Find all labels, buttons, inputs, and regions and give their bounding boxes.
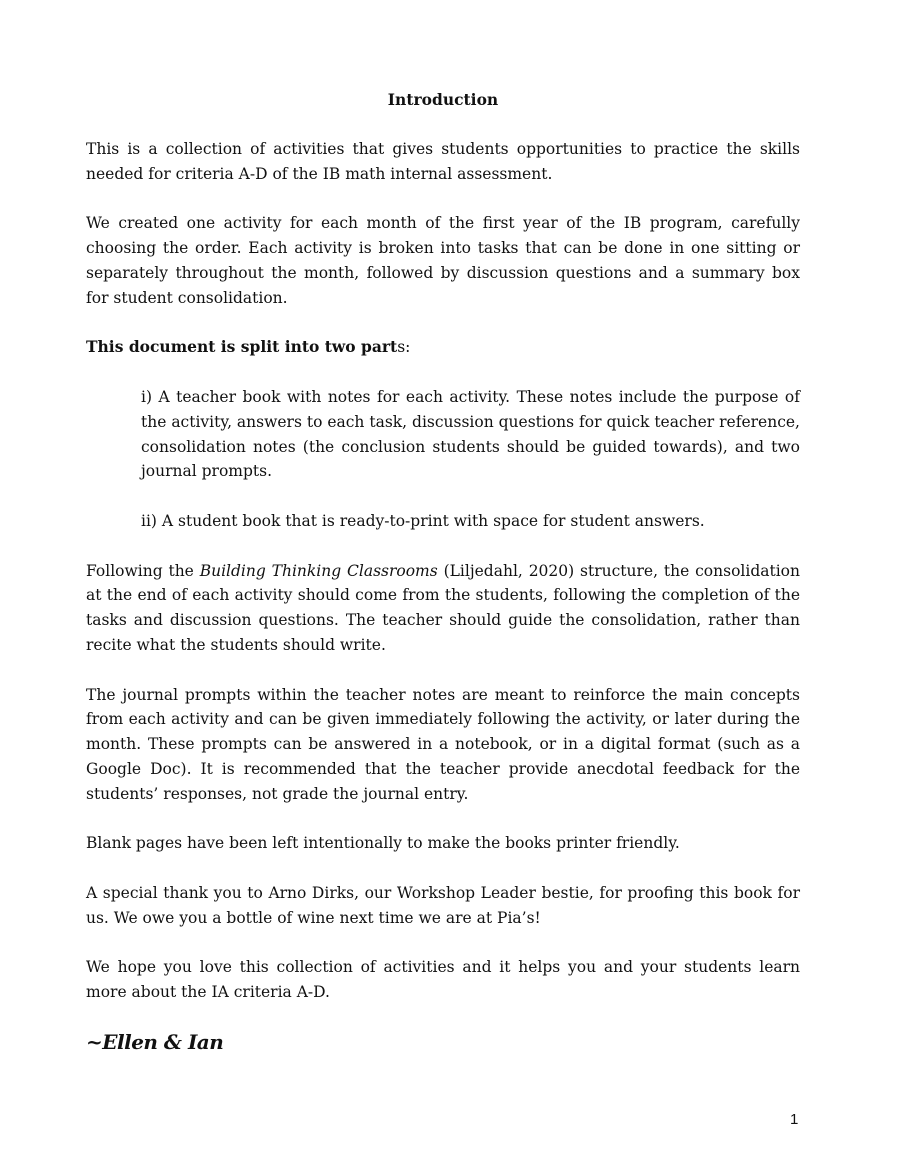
document-page [86,88,800,1054]
page-number: 1 [790,1111,799,1128]
btc-paragraph [86,559,800,658]
btc-book-title: Building Thinking Classrooms [199,561,438,580]
part-ii-paragraph: ii) A student book that is ready-to-print with space for student answers. [141,511,705,530]
activities-paragraph: We created one activity for each month of the first year of the IB program, carefully choosing the order. Each activity is broken into tasks that can be done in one sitting or separately throughout the month, followed by discussion questions and a summary box for student consolidation. [86,214,800,307]
split-heading [86,335,800,360]
blank-pages-paragraph: Blank pages have been left intentionally to make the books printer friendly. [86,834,680,853]
thanks-paragraph: A special thank you to Arno Dirks, our Workshop Leader bestie, for proofing this book for us. We owe you a bottle of wine next time we are at Pia’s! [86,883,800,927]
intro-paragraph: This is a collection of activities that gives students opportunities to practice the skills needed for criteria A-D of the IB math internal assessment. [86,140,800,183]
btc-before: Following the [86,561,200,580]
page-title: Introduction [387,90,499,109]
part-i-paragraph: i) A teacher book with notes for each activity. These notes include the purpose of the activity, answers to each task, discussion questions for quick teacher reference, consolidation notes (the conclusion students should be guided towards), and two journal prompts. [141,387,800,481]
split-heading-tail: s: [397,338,411,357]
split-heading-bold: This document is split into two part [86,337,398,357]
journal-paragraph: The journal prompts within the teacher notes are meant to reinforce the main concepts from each activity and can be given immediately following the activity, or later during the month. These prompts can be answered in a notebook, or in a digital format (such as a Google Doc). It is recommended that the teacher provide anecdotal feedback for the students’ responses, not grade the journal entry. [86,685,800,803]
btc-after: (Liljedahl, 2020) structure, the consolidation at the end of each activity should come from the students, following the completion of the tasks and discussion questions. The teacher should guide the consolidation, rather than recite what the students should write. [86,561,800,654]
hope-paragraph: We hope you love this collection of activities and it helps you and your students learn more about the IA criteria A-D. [86,958,800,1002]
signature: ~Ellen & Ian [86,1029,224,1054]
